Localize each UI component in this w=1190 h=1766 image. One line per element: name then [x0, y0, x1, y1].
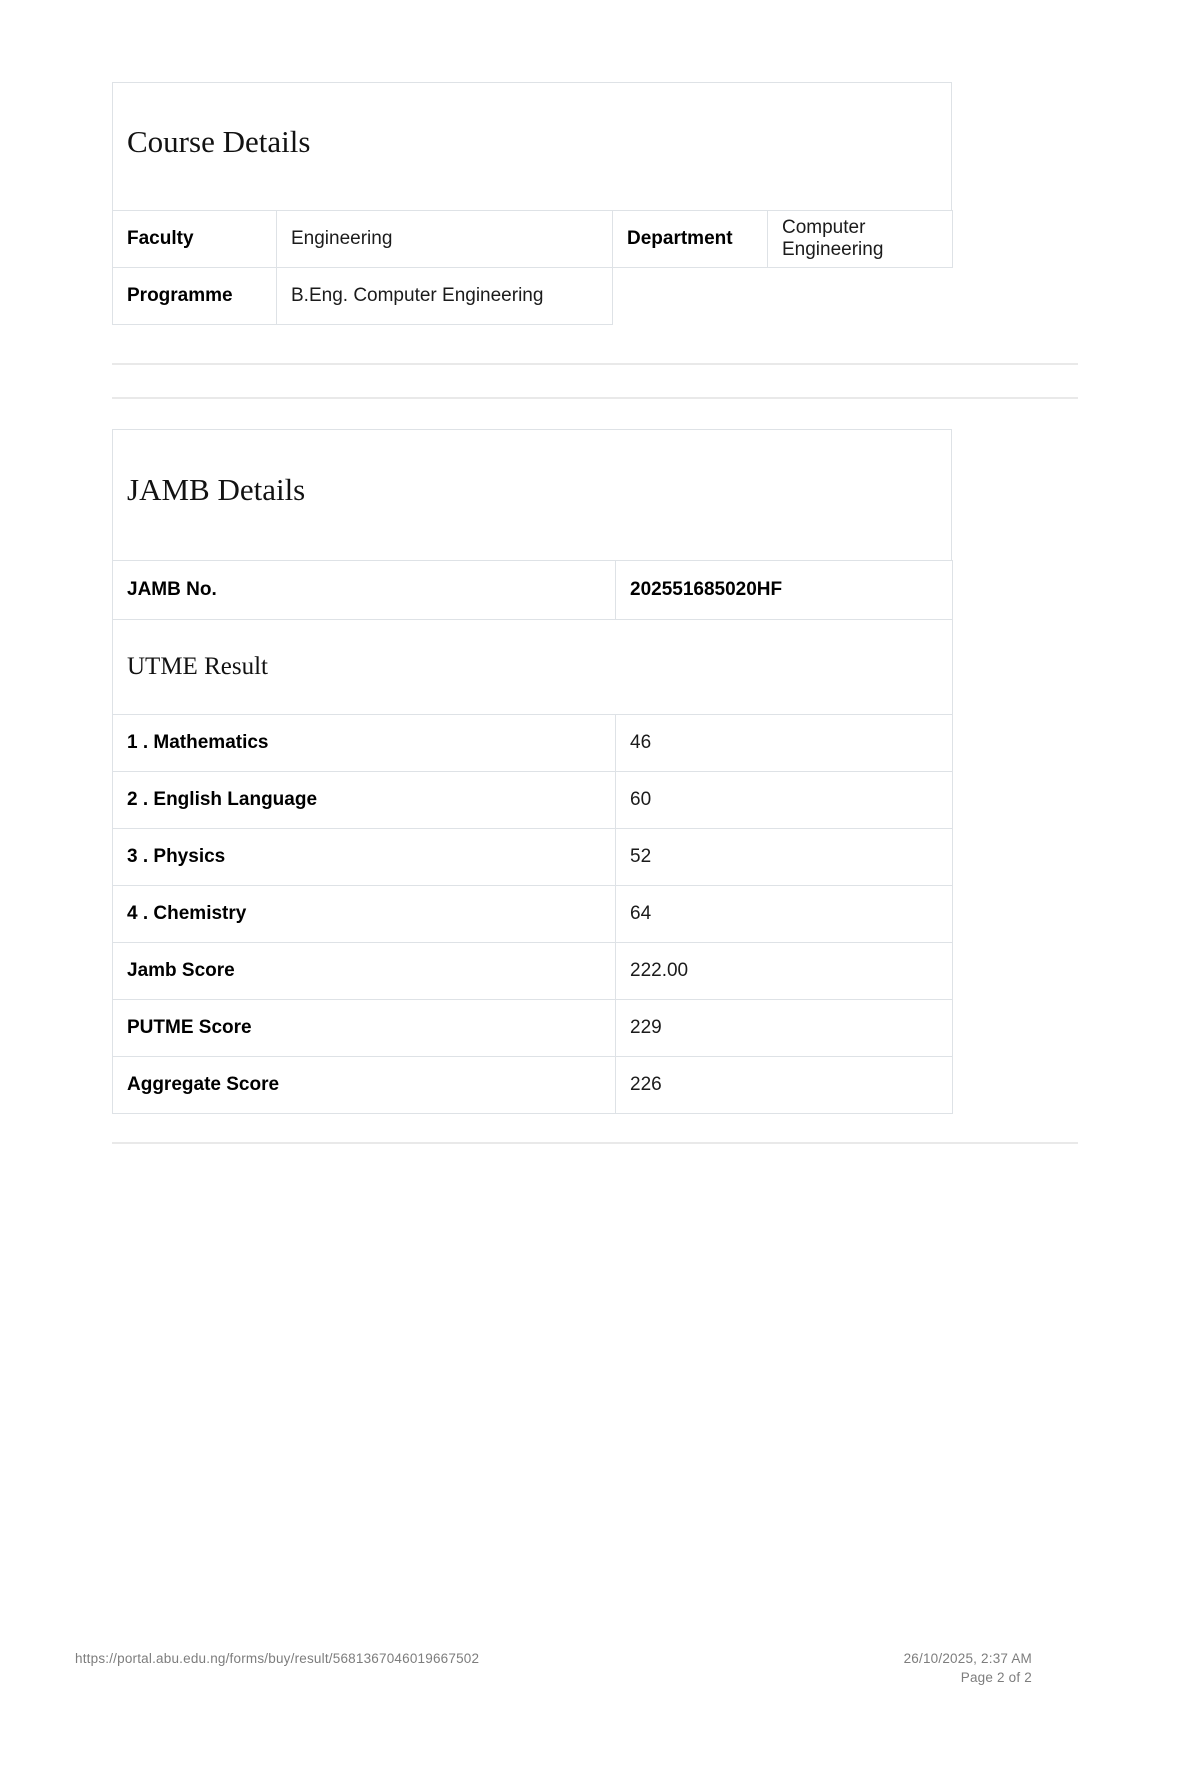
subject-score: 64: [616, 886, 953, 943]
putme-score-value: 229: [616, 1000, 953, 1057]
department-value: Computer Engineering: [768, 211, 953, 268]
subject-label: 2 . English Language: [113, 772, 616, 829]
table-row: [113, 211, 953, 268]
subject-score: 60: [616, 772, 953, 829]
course-details-card: [112, 82, 952, 211]
jamb-details-card: [112, 429, 952, 561]
table-row: [113, 886, 953, 943]
table-row: [113, 829, 953, 886]
subject-score: 46: [616, 715, 953, 772]
programme-value: B.Eng. Computer Engineering: [277, 268, 613, 325]
table-row: [113, 1057, 953, 1114]
footer-page-number: Page 2 of 2: [960, 1670, 1032, 1685]
section-divider: [112, 1142, 1078, 1144]
jamb-score-label: Jamb Score: [113, 943, 616, 1000]
jamb-score-value: 222.00: [616, 943, 953, 1000]
subject-label: 1 . Mathematics: [113, 715, 616, 772]
print-footer: [75, 1649, 1032, 1687]
course-details-title: Course Details: [127, 124, 311, 159]
aggregate-score-label: Aggregate Score: [113, 1057, 616, 1114]
putme-score-label: PUTME Score: [113, 1000, 616, 1057]
subject-label: 4 . Chemistry: [113, 886, 616, 943]
footer-url: https://portal.abu.edu.ng/forms/buy/result/5681367046019667502: [75, 1651, 480, 1666]
department-label: Department: [613, 211, 768, 268]
table-row: [113, 561, 953, 620]
jamb-no-label: JAMB No.: [113, 561, 616, 620]
section-divider: [112, 363, 1078, 365]
faculty-value: Engineering: [277, 211, 613, 268]
empty-cell: [613, 268, 953, 325]
utme-result-heading: UTME Result: [113, 620, 953, 715]
programme-label: Programme: [113, 268, 277, 325]
table-row: [113, 772, 953, 829]
course-details-table: [112, 210, 953, 325]
table-row: [113, 715, 953, 772]
faculty-label: Faculty: [113, 211, 277, 268]
table-row: [113, 943, 953, 1000]
table-row: [113, 268, 953, 325]
jamb-details-table: [112, 560, 953, 1114]
section-divider: [112, 397, 1078, 399]
subject-label: 3 . Physics: [113, 829, 616, 886]
aggregate-score-value: 226: [616, 1057, 953, 1114]
footer-datetime: 26/10/2025, 2:37 AM: [903, 1651, 1032, 1666]
jamb-details-title: JAMB Details: [127, 472, 306, 507]
table-row: [113, 1000, 953, 1057]
table-row: [113, 620, 953, 715]
jamb-no-value: 202551685020HF: [616, 561, 953, 620]
subject-score: 52: [616, 829, 953, 886]
